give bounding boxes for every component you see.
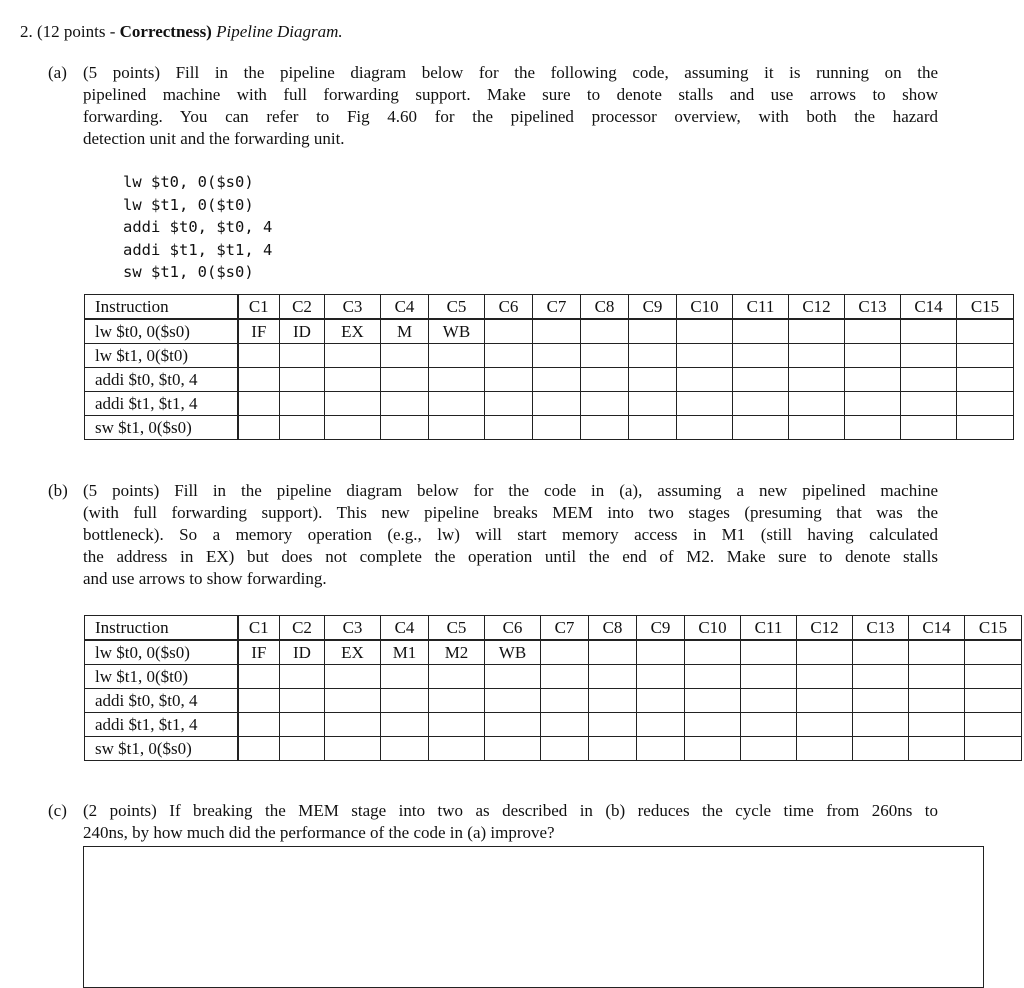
stage-cell[interactable] [957, 344, 1014, 368]
part-a-line: forwarding. You can refer to Fig 4.60 for the pipelined processor overview, with both the hazard [83, 107, 938, 126]
stage-cell[interactable] [741, 640, 797, 665]
stage-cell[interactable] [238, 689, 280, 713]
cycle-column-header: C12 [789, 295, 845, 320]
stage-cell[interactable] [541, 737, 589, 761]
instruction-cell: lw $t1, 0($t0) [85, 665, 238, 689]
question-heading [20, 21, 343, 43]
stage-cell[interactable] [845, 368, 901, 392]
cycle-column-header: C5 [429, 295, 485, 320]
stage-cell[interactable] [685, 665, 741, 689]
part-b-line: bottleneck). So a memory operation (e.g., lw) will start memory access in M1 (still having calculated [83, 525, 938, 544]
stage-cell[interactable] [541, 665, 589, 689]
stage-cell[interactable] [677, 344, 733, 368]
stage-cell[interactable] [677, 392, 733, 416]
stage-cell[interactable] [485, 416, 533, 440]
part-b-line: and use arrows to show forwarding. [83, 569, 327, 588]
stage-cell[interactable] [957, 368, 1014, 392]
stage-cell[interactable] [485, 713, 541, 737]
stage-cell[interactable] [280, 665, 325, 689]
cycle-column-header: C15 [965, 616, 1022, 641]
code-line: addi $t1, $t1, 4 [123, 240, 273, 259]
instruction-cell: addi $t0, $t0, 4 [85, 689, 238, 713]
stage-cell[interactable] [238, 392, 280, 416]
stage-cell[interactable] [238, 368, 280, 392]
cycle-column-header: C5 [429, 616, 485, 641]
part-c-line: (2 points) If breaking the MEM stage into two as described in (b) reduces the cycle time from 260ns to [83, 801, 938, 820]
stage-cell[interactable]: ID [280, 319, 325, 344]
table-row [85, 344, 1014, 368]
instruction-cell: addi $t1, $t1, 4 [85, 713, 238, 737]
instruction-column-header: Instruction [85, 295, 238, 320]
stage-cell[interactable]: IF [238, 640, 280, 665]
stage-cell[interactable] [581, 368, 629, 392]
stage-cell[interactable]: ID [280, 640, 325, 665]
stage-cell[interactable] [853, 665, 909, 689]
stage-cell[interactable] [280, 416, 325, 440]
stage-cell[interactable] [685, 689, 741, 713]
answer-box[interactable] [83, 846, 984, 988]
stage-cell[interactable] [845, 392, 901, 416]
stage-cell[interactable] [629, 416, 677, 440]
stage-cell[interactable] [789, 319, 845, 344]
instruction-cell: sw $t1, 0($s0) [85, 737, 238, 761]
cycle-column-header: C9 [629, 295, 677, 320]
stage-cell[interactable] [901, 416, 957, 440]
table-row [85, 737, 1022, 761]
stage-cell[interactable] [901, 319, 957, 344]
stage-cell[interactable] [280, 737, 325, 761]
part-b-label: (b) [48, 481, 68, 500]
stage-cell[interactable] [629, 368, 677, 392]
stage-cell[interactable]: M1 [381, 640, 429, 665]
stage-cell[interactable] [629, 392, 677, 416]
stage-cell[interactable] [677, 416, 733, 440]
stage-cell[interactable] [797, 713, 853, 737]
stage-cell[interactable] [325, 689, 381, 713]
part-a-label: (a) [48, 63, 67, 82]
stage-cell[interactable] [485, 319, 533, 344]
stage-cell[interactable] [965, 640, 1022, 665]
stage-cell[interactable] [909, 640, 965, 665]
stage-cell[interactable] [845, 416, 901, 440]
part-b-line: (5 points) Fill in the pipeline diagram below for the code in (a), assuming a new pipelined machine [83, 481, 938, 500]
stage-cell[interactable] [429, 713, 485, 737]
code-line: sw $t1, 0($s0) [123, 263, 254, 281]
stage-cell[interactable] [533, 319, 581, 344]
stage-cell[interactable] [629, 319, 677, 344]
stage-cell[interactable] [853, 689, 909, 713]
stage-cell[interactable] [909, 713, 965, 737]
stage-cell[interactable] [589, 640, 637, 665]
code-line: lw $t1, 0($t0) [123, 195, 254, 214]
stage-cell[interactable] [741, 689, 797, 713]
stage-cell[interactable]: M2 [429, 640, 485, 665]
cycle-column-header: C13 [853, 616, 909, 641]
stage-cell[interactable] [238, 344, 280, 368]
part-c-prompt [48, 800, 938, 846]
stage-cell[interactable] [533, 344, 581, 368]
stage-cell[interactable] [381, 665, 429, 689]
question-title: Pipeline Diagram. [216, 22, 343, 41]
instruction-cell: lw $t0, 0($s0) [85, 640, 238, 665]
stage-cell[interactable] [581, 392, 629, 416]
cycle-column-header: C14 [901, 295, 957, 320]
stage-cell[interactable] [533, 392, 581, 416]
instruction-cell: lw $t1, 0($t0) [85, 344, 238, 368]
stage-cell[interactable]: IF [238, 319, 280, 344]
stage-cell[interactable] [485, 368, 533, 392]
stage-cell[interactable] [789, 392, 845, 416]
cycle-column-header: C1 [238, 295, 280, 320]
stage-cell[interactable] [733, 368, 789, 392]
cycle-column-header: C10 [685, 616, 741, 641]
stage-cell[interactable] [901, 344, 957, 368]
cycle-column-header: C11 [733, 295, 789, 320]
part-b-prompt [48, 480, 938, 592]
stage-cell[interactable] [589, 689, 637, 713]
instruction-cell: lw $t0, 0($s0) [85, 319, 238, 344]
stage-cell[interactable] [853, 640, 909, 665]
stage-cell[interactable] [965, 713, 1022, 737]
stage-cell[interactable] [853, 713, 909, 737]
stage-cell[interactable] [965, 737, 1022, 761]
stage-cell[interactable] [485, 665, 541, 689]
stage-cell[interactable] [533, 416, 581, 440]
stage-cell[interactable] [685, 640, 741, 665]
stage-cell[interactable] [797, 737, 853, 761]
stage-cell[interactable] [325, 737, 381, 761]
stage-cell[interactable] [797, 665, 853, 689]
table-row [85, 640, 1022, 665]
question-points: (12 points - [37, 22, 116, 41]
stage-cell[interactable] [589, 665, 637, 689]
stage-cell[interactable] [381, 392, 429, 416]
stage-cell[interactable] [485, 392, 533, 416]
stage-cell[interactable] [797, 689, 853, 713]
question-number: 2. [20, 22, 33, 41]
stage-cell[interactable] [637, 640, 685, 665]
part-c-line: 240ns, by how much did the performance of the code in (a) improve? [83, 823, 555, 842]
table-row [85, 689, 1022, 713]
stage-cell[interactable] [238, 665, 280, 689]
stage-cell[interactable] [797, 640, 853, 665]
stage-cell[interactable] [381, 344, 429, 368]
part-c-label: (c) [48, 801, 67, 820]
stage-cell[interactable] [581, 319, 629, 344]
stage-cell[interactable] [965, 689, 1022, 713]
stage-cell[interactable] [589, 737, 637, 761]
stage-cell[interactable] [685, 713, 741, 737]
stage-cell[interactable] [429, 416, 485, 440]
stage-cell[interactable] [581, 416, 629, 440]
table-row [85, 665, 1022, 689]
stage-cell[interactable] [957, 416, 1014, 440]
table-row [85, 319, 1014, 344]
part-b-line: (with full forwarding support). This new pipeline breaks MEM into two stages (presuming that was the [83, 503, 938, 522]
cycle-column-header: C14 [909, 616, 965, 641]
part-a-prompt [48, 62, 938, 152]
stage-cell[interactable] [589, 713, 637, 737]
stage-cell[interactable] [741, 665, 797, 689]
stage-cell[interactable] [909, 665, 965, 689]
stage-cell[interactable]: WB [429, 319, 485, 344]
table-row [85, 416, 1014, 440]
pipeline-table-b [84, 615, 1022, 761]
cycle-column-header: C15 [957, 295, 1014, 320]
stage-cell[interactable] [637, 713, 685, 737]
stage-cell[interactable] [485, 344, 533, 368]
stage-cell[interactable] [541, 689, 589, 713]
stage-cell[interactable] [429, 737, 485, 761]
stage-cell[interactable] [325, 392, 381, 416]
cycle-column-header: C13 [845, 295, 901, 320]
stage-cell[interactable] [637, 737, 685, 761]
table-row [85, 368, 1014, 392]
stage-cell[interactable] [238, 713, 280, 737]
stage-cell[interactable] [789, 368, 845, 392]
stage-cell[interactable] [429, 392, 485, 416]
instruction-cell: addi $t1, $t1, 4 [85, 392, 238, 416]
stage-cell[interactable] [845, 319, 901, 344]
stage-cell[interactable] [280, 392, 325, 416]
part-a-line: detection unit and the forwarding unit. [83, 129, 345, 148]
stage-cell[interactable] [733, 392, 789, 416]
stage-cell[interactable] [325, 665, 381, 689]
stage-cell[interactable] [325, 344, 381, 368]
stage-cell[interactable] [685, 737, 741, 761]
part-c-text [83, 800, 938, 844]
stage-cell[interactable]: EX [325, 640, 381, 665]
stage-cell[interactable] [381, 713, 429, 737]
stage-cell[interactable] [280, 344, 325, 368]
stage-cell[interactable]: M [381, 319, 429, 344]
stage-cell[interactable] [280, 713, 325, 737]
stage-cell[interactable] [381, 737, 429, 761]
stage-cell[interactable] [677, 368, 733, 392]
stage-cell[interactable] [733, 344, 789, 368]
stage-cell[interactable] [280, 689, 325, 713]
cycle-column-header: C3 [325, 295, 381, 320]
stage-cell[interactable] [789, 416, 845, 440]
cycle-column-header: C8 [581, 295, 629, 320]
table-header-row [85, 616, 1022, 641]
code-line: addi $t0, $t0, 4 [123, 218, 273, 236]
stage-cell[interactable] [853, 737, 909, 761]
stage-cell[interactable] [429, 665, 485, 689]
cycle-column-header: C1 [238, 616, 280, 641]
cycle-column-header: C6 [485, 295, 533, 320]
cycle-column-header: C11 [741, 616, 797, 641]
cycle-column-header: C4 [381, 616, 429, 641]
cycle-column-header: C6 [485, 616, 541, 641]
cycle-column-header: C10 [677, 295, 733, 320]
table-row [85, 392, 1014, 416]
stage-cell[interactable] [901, 368, 957, 392]
stage-cell[interactable] [733, 319, 789, 344]
stage-cell[interactable] [541, 640, 589, 665]
stage-cell[interactable] [429, 344, 485, 368]
cycle-column-header: C3 [325, 616, 381, 641]
pipeline-table-a [84, 294, 1014, 440]
cycle-column-header: C7 [541, 616, 589, 641]
part-a-line: (5 points) Fill in the pipeline diagram below for the following code, assuming it is running on the [83, 63, 938, 82]
table-header-row [85, 295, 1014, 320]
stage-cell[interactable] [957, 392, 1014, 416]
stage-cell[interactable] [637, 665, 685, 689]
stage-cell[interactable] [325, 713, 381, 737]
code-line: lw $t0, 0($s0) [123, 173, 254, 191]
cycle-column-header: C12 [797, 616, 853, 641]
part-b-text [83, 480, 938, 590]
stage-cell[interactable] [541, 713, 589, 737]
stage-cell[interactable] [789, 344, 845, 368]
part-a-line: pipelined machine with full forwarding support. Make sure to denote stalls and use arrows to show [83, 85, 938, 104]
stage-cell[interactable]: WB [485, 640, 541, 665]
cycle-column-header: C4 [381, 295, 429, 320]
cycle-column-header: C2 [280, 616, 325, 641]
stage-cell[interactable] [429, 689, 485, 713]
code-listing [123, 171, 272, 284]
stage-cell[interactable] [845, 344, 901, 368]
stage-cell[interactable] [485, 737, 541, 761]
stage-cell[interactable] [381, 689, 429, 713]
stage-cell[interactable] [629, 344, 677, 368]
table-row [85, 713, 1022, 737]
cycle-column-header: C9 [637, 616, 685, 641]
stage-cell[interactable] [909, 737, 965, 761]
instruction-cell: sw $t1, 0($s0) [85, 416, 238, 440]
stage-cell[interactable] [741, 737, 797, 761]
stage-cell[interactable]: EX [325, 319, 381, 344]
part-a-text [83, 62, 938, 150]
cycle-column-header: C2 [280, 295, 325, 320]
stage-cell[interactable] [280, 368, 325, 392]
stage-cell[interactable] [429, 368, 485, 392]
stage-cell[interactable] [325, 368, 381, 392]
stage-cell[interactable] [965, 665, 1022, 689]
part-b-line: the address in EX) but does not complete the operation until the end of M2. Make sure to denote stalls [83, 547, 938, 566]
stage-cell[interactable] [637, 689, 685, 713]
instruction-cell: addi $t0, $t0, 4 [85, 368, 238, 392]
cycle-column-header: C7 [533, 295, 581, 320]
stage-cell[interactable] [581, 344, 629, 368]
stage-cell[interactable] [741, 713, 797, 737]
stage-cell[interactable] [901, 392, 957, 416]
stage-cell[interactable] [533, 368, 581, 392]
stage-cell[interactable] [733, 416, 789, 440]
cycle-column-header: C8 [589, 616, 637, 641]
stage-cell[interactable] [238, 737, 280, 761]
question-category: Correctness) [119, 22, 212, 41]
stage-cell[interactable] [485, 689, 541, 713]
stage-cell[interactable] [381, 368, 429, 392]
stage-cell[interactable] [909, 689, 965, 713]
stage-cell[interactable] [325, 416, 381, 440]
stage-cell[interactable] [957, 319, 1014, 344]
instruction-column-header: Instruction [85, 616, 238, 641]
stage-cell[interactable] [381, 416, 429, 440]
stage-cell[interactable] [238, 416, 280, 440]
stage-cell[interactable] [677, 319, 733, 344]
